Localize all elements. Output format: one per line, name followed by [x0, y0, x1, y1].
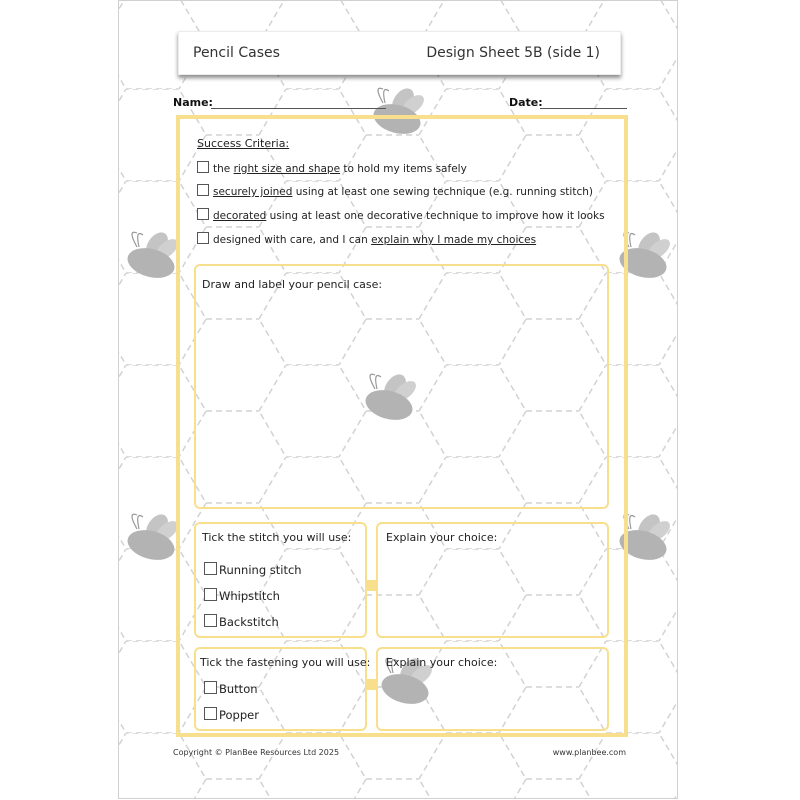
fastening-option: Popper	[204, 707, 259, 722]
stitch-checkbox[interactable]	[204, 614, 217, 627]
box-connector	[367, 679, 376, 690]
criteria-item: designed with care, and I can explain why I made my choices	[197, 232, 536, 246]
criteria-item: decorated using at least one decorative technique to improve how it looks	[197, 208, 605, 222]
fastening-label: Tick the fastening you will use:	[200, 656, 371, 669]
drawing-area[interactable]	[194, 264, 609, 509]
fastening-option: Button	[204, 681, 258, 696]
fastening-checkbox[interactable]	[204, 707, 217, 720]
stitch-label: Tick the stitch you will use:	[202, 531, 352, 544]
criteria-item: the right size and shape to hold my items safely	[197, 161, 467, 175]
title-bar	[178, 31, 621, 75]
worksheet-page	[118, 0, 678, 799]
criteria-checkbox[interactable]	[197, 232, 209, 244]
fastening-checkbox[interactable]	[204, 681, 217, 694]
criteria-checkbox[interactable]	[197, 208, 209, 220]
stitch-option: Running stitch	[204, 562, 302, 577]
box-connector	[367, 580, 376, 591]
name-field[interactable]	[211, 108, 386, 109]
worksheet-title: Pencil Cases	[193, 45, 280, 61]
fastening-explain-label: Explain your choice:	[386, 656, 498, 669]
stitch-option: Backstitch	[204, 614, 279, 629]
stitch-explain-label: Explain your choice:	[386, 531, 498, 544]
stitch-checkbox[interactable]	[204, 562, 217, 575]
success-criteria-title: Success Criteria:	[197, 137, 290, 150]
sheet-number: Design Sheet 5B (side 1)	[426, 45, 600, 61]
criteria-checkbox[interactable]	[197, 184, 209, 196]
criteria-item: securely joined using at least one sewing technique (e.g. running stitch)	[197, 184, 593, 198]
criteria-checkbox[interactable]	[197, 161, 209, 173]
date-label: Date:	[509, 96, 543, 109]
stitch-option: Whipstitch	[204, 588, 280, 603]
name-label: Name:	[173, 96, 213, 109]
copyright-text: Copyright © PlanBee Resources Ltd 2025	[173, 748, 340, 757]
drawing-label: Draw and label your pencil case:	[202, 278, 383, 291]
date-field[interactable]	[540, 108, 627, 109]
website-link[interactable]: www.planbee.com	[552, 748, 626, 757]
stitch-checkbox[interactable]	[204, 588, 217, 601]
